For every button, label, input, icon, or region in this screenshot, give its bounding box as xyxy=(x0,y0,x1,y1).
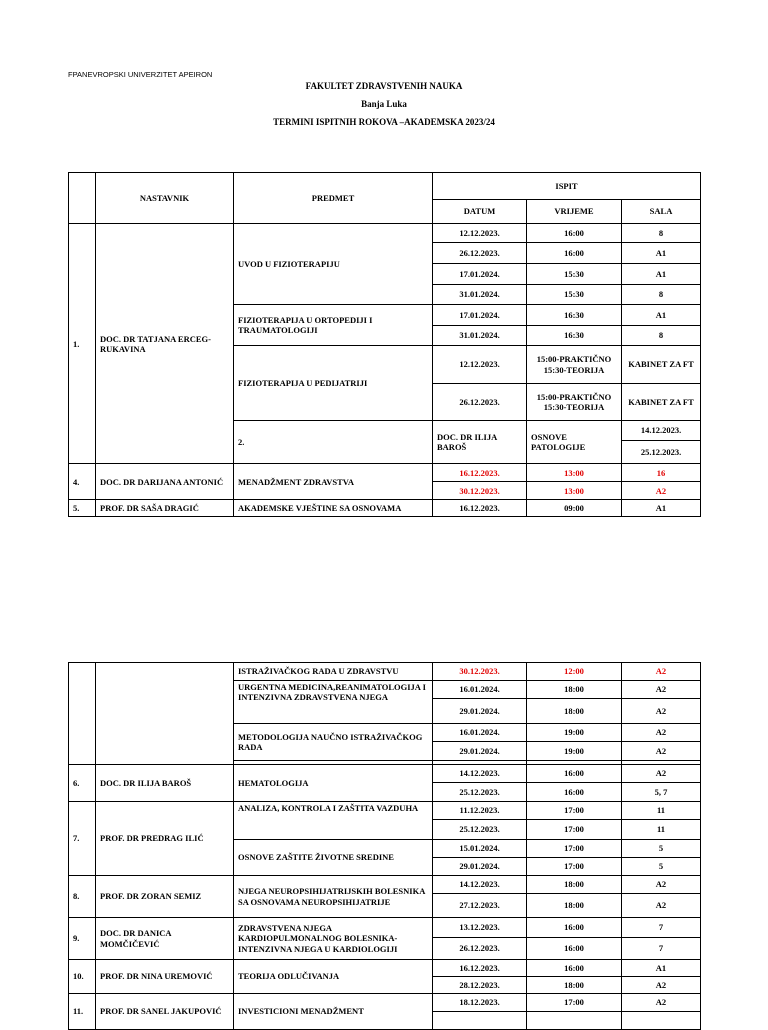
document-title: TERMINI ISPITNIH ROKOVA –AKADEMSKA 2023/24 xyxy=(273,117,495,127)
exam-room: 8 xyxy=(622,285,701,305)
exam-room: A2 xyxy=(622,876,701,894)
subject-name: FIZIOTERAPIJA U PEDIJATRIJI xyxy=(234,346,433,421)
exam-time: 15:30 xyxy=(527,264,622,285)
exam-room: 11 xyxy=(622,820,701,840)
subject-name: ZDRAVSTVENA NJEGA KARDIOPULMONALNOG BOLESNIKA-INTENZIVNA NJEGA U KARDIOLOGIJI xyxy=(234,918,433,960)
exam-date: 30.12.2023. xyxy=(433,663,527,681)
exam-room: A1 xyxy=(622,305,701,326)
header-subject: PREDMET xyxy=(234,173,433,224)
exam-date: 31.01.2024. xyxy=(433,285,527,305)
teacher-name: DOC. DR ILIJA BAROŠ xyxy=(433,421,527,464)
header-num-cell xyxy=(69,173,96,224)
header-room: SALA xyxy=(622,200,701,224)
subject-name: MENADŽMENT ZDRAVSTVA xyxy=(234,464,433,500)
exam-room: 8 xyxy=(622,326,701,346)
teacher-name: PROF. DR NINA UREMOVIĆ xyxy=(96,960,234,994)
subject-name: HEMATOLOGIJA xyxy=(234,765,433,802)
table-row xyxy=(69,918,701,938)
teacher-name: DOC. DR DANICA MOMČIČEVIĆ xyxy=(96,918,234,960)
exam-time: 16:00 xyxy=(527,224,622,243)
subject-name: AKADEMSKE VJEŠTINE SA OSNOVAMA xyxy=(234,500,433,517)
exam-room: A1 xyxy=(622,960,701,977)
row-number: 11. xyxy=(69,994,96,1030)
exam-time: 17:00 xyxy=(527,820,622,840)
exam-room: A2 xyxy=(622,482,701,500)
exam-time: 18:00 xyxy=(527,894,622,918)
exam-time: 13:00 xyxy=(527,482,622,500)
exam-room: A2 xyxy=(622,994,701,1012)
teacher-name: DOC. DR TATJANA ERCEG-RUKAVINA xyxy=(96,224,234,464)
exam-date: 31.01.2024. xyxy=(433,326,527,346)
row-number: 5. xyxy=(69,500,96,517)
table-row xyxy=(69,500,701,517)
exam-time xyxy=(527,384,622,421)
exam-date: 16.01.2024. xyxy=(433,724,527,742)
exam-date: 29.01.2024. xyxy=(433,858,527,876)
subject-name: UVOD U FIZIOTERAPIJU xyxy=(234,224,433,305)
exam-date: 26.12.2023. xyxy=(433,384,527,421)
exam-date: 26.12.2023. xyxy=(433,938,527,960)
exam-date: 16.12.2023. xyxy=(433,960,527,977)
exam-room: 16 xyxy=(622,464,701,482)
exam-time: 16:00 xyxy=(527,243,622,264)
exam-date: 30.12.2023. xyxy=(433,482,527,500)
exam-date: 16.12.2023. xyxy=(433,464,527,482)
subject-name: INVESTICIONI MENADŽMENT xyxy=(234,994,433,1030)
header-exam: ISPIT xyxy=(433,173,701,200)
exam-date: 29.01.2024. xyxy=(433,699,527,724)
subject-name: TEORIJA ODLUČIVANJA xyxy=(234,960,433,994)
exam-date: 16.12.2023. xyxy=(433,500,527,517)
row-number xyxy=(69,663,96,765)
exam-date: 13.12.2023. xyxy=(433,918,527,938)
exam-date: 18.12.2023. xyxy=(433,994,527,1012)
city-title: Banja Luka xyxy=(361,99,407,109)
exam-room: A2 xyxy=(622,699,701,724)
university-name: FPANEVROPSKI UNIVERZITET APEIRON xyxy=(68,70,213,79)
row-number: 10. xyxy=(69,960,96,994)
exam-room: 5 xyxy=(622,858,701,876)
exam-date: 27.12.2023. xyxy=(433,894,527,918)
exam-time-practical: 15:00-PRAKTIČNO xyxy=(536,354,612,365)
exam-time-theory: 15:30-TEORIJA xyxy=(543,364,605,375)
header-time: VRIJEME xyxy=(527,200,622,224)
table-row xyxy=(69,994,701,1012)
subject-name: ANALIZA, KONTROLA I ZAŠTITA VAZDUHA xyxy=(234,802,433,840)
subject-name: URGENTNA MEDICINA,REANIMATOLOGIJA I INTENZIVNA ZDRAVSTVENA NJEGA xyxy=(234,681,433,724)
subject-name: ISTRAŽIVAČKOG RADA U ZDRAVSTVU xyxy=(234,663,433,681)
exam-date: 14.12.2023. xyxy=(622,421,701,441)
row-number: 9. xyxy=(69,918,96,960)
exam-time: 17:00 xyxy=(527,858,622,876)
exam-date: 29.01.2024. xyxy=(433,742,527,761)
table-row xyxy=(69,802,701,820)
header-teacher: NASTAVNIK xyxy=(96,173,234,224)
exam-date: 12.12.2023. xyxy=(433,346,527,384)
subject-name: OSNOVE PATOLOGIJE xyxy=(527,421,622,464)
exam-time-practical: 15:00-PRAKTIČNO xyxy=(536,391,612,402)
exam-schedule-table-2 xyxy=(68,662,701,1030)
exam-time: 16:00 xyxy=(527,938,622,960)
exam-date: 15.01.2024. xyxy=(433,840,527,858)
exam-room: 7 xyxy=(622,918,701,938)
exam-room: A2 xyxy=(622,724,701,742)
exam-time: 18:00 xyxy=(527,876,622,894)
exam-date: 25.12.2023. xyxy=(433,783,527,802)
teacher-name: PROF. DR SAŠA DRAGIĆ xyxy=(96,500,234,517)
exam-time xyxy=(527,1012,622,1030)
exam-time: 15:30 xyxy=(527,285,622,305)
teacher-name: DOC. DR DARIJANA ANTONIĆ xyxy=(96,464,234,500)
exam-time: 18:00 xyxy=(527,977,622,994)
teacher-name: PROF. DR ZORAN SEMIZ xyxy=(96,876,234,918)
exam-time: 17:00 xyxy=(527,994,622,1012)
exam-date: 16.01.2024. xyxy=(433,681,527,699)
exam-date: 12.12.2023. xyxy=(433,224,527,243)
exam-time: 16:30 xyxy=(527,305,622,326)
row-number: 6. xyxy=(69,765,96,802)
teacher-name xyxy=(96,663,234,765)
exam-room: KABINET ZA FT xyxy=(622,384,701,421)
exam-room: A2 xyxy=(622,765,701,783)
exam-room: A2 xyxy=(622,742,701,761)
table-row xyxy=(69,663,701,681)
exam-time-theory: 15:30-TEORIJA xyxy=(543,402,605,412)
table-row xyxy=(69,960,701,977)
exam-room: A1 xyxy=(622,264,701,285)
row-number: 1. xyxy=(69,224,96,464)
exam-schedule-table-1 xyxy=(68,172,701,517)
exam-time: 12:00 xyxy=(527,663,622,681)
row-number: 2. xyxy=(234,421,433,464)
subject-name: OSNOVE ZAŠTITE ŽIVOTNE SREDINE xyxy=(234,840,433,876)
teacher-name: PROF. DR PREDRAG ILIĆ xyxy=(96,802,234,876)
exam-date: 11.12.2023. xyxy=(433,802,527,820)
exam-date: 17.01.2024. xyxy=(433,305,527,326)
exam-time: 17:00 xyxy=(527,802,622,820)
subject-name: FIZIOTERAPIJA U ORTOPEDIJI I TRAUMATOLOGIJI xyxy=(234,305,433,346)
exam-room: 11 xyxy=(622,802,701,820)
exam-time: 16:00 xyxy=(527,783,622,802)
exam-date: 14.12.2023. xyxy=(433,876,527,894)
exam-date: 25.12.2023. xyxy=(622,441,701,464)
exam-time: 17:00 xyxy=(527,840,622,858)
exam-time: 16:30 xyxy=(527,326,622,346)
exam-time: 19:00 xyxy=(527,724,622,742)
exam-time: 16:00 xyxy=(527,918,622,938)
exam-room: A1 xyxy=(622,243,701,264)
faculty-title: FAKULTET ZDRAVSTVENIH NAUKA xyxy=(305,81,463,91)
exam-room: A1 xyxy=(622,500,701,517)
exam-room: 7 xyxy=(622,938,701,960)
exam-time: 18:00 xyxy=(527,699,622,724)
row-number: 7. xyxy=(69,802,96,876)
exam-room: 5 xyxy=(622,840,701,858)
exam-date: 14.12.2023. xyxy=(433,765,527,783)
exam-time: 16:00 xyxy=(527,765,622,783)
exam-date: 28.12.2023. xyxy=(433,977,527,994)
exam-time: 19:00 xyxy=(527,742,622,761)
exam-time: 18:00 xyxy=(527,681,622,699)
exam-date: 25.12.2023. xyxy=(433,820,527,840)
table-row xyxy=(69,224,701,243)
exam-room: KABINET ZA FT xyxy=(622,346,701,384)
subject-name: METODOLOGIJA NAUČNO ISTRAŽIVAČKOG RADA xyxy=(234,724,433,761)
exam-date xyxy=(433,1012,527,1030)
exam-room: A2 xyxy=(622,894,701,918)
table-row xyxy=(69,765,701,783)
exam-room: A2 xyxy=(622,977,701,994)
row-number: 4. xyxy=(69,464,96,500)
exam-room xyxy=(622,1012,701,1030)
exam-room: A2 xyxy=(622,681,701,699)
exam-room: 8 xyxy=(622,224,701,243)
teacher-name: PROF. DR SANEL JAKUPOVIĆ xyxy=(96,994,234,1030)
exam-time: 16:00 xyxy=(527,960,622,977)
exam-room: 5, 7 xyxy=(622,783,701,802)
exam-time: 13:00 xyxy=(527,464,622,482)
exam-time xyxy=(527,346,622,384)
table-row xyxy=(69,464,701,482)
row-number: 8. xyxy=(69,876,96,918)
header-date: DATUM xyxy=(433,200,527,224)
exam-time: 09:00 xyxy=(527,500,622,517)
table-row xyxy=(69,876,701,894)
exam-room: A2 xyxy=(622,663,701,681)
exam-date: 26.12.2023. xyxy=(433,243,527,264)
exam-date: 17.01.2024. xyxy=(433,264,527,285)
subject-name: NJEGA NEUROPSIHIJATRIJSKIH BOLESNIKA SA OSNOVAMA NEUROPSIHIJATRIJE xyxy=(234,876,433,918)
teacher-name: DOC. DR ILIJA BAROŠ xyxy=(96,765,234,802)
